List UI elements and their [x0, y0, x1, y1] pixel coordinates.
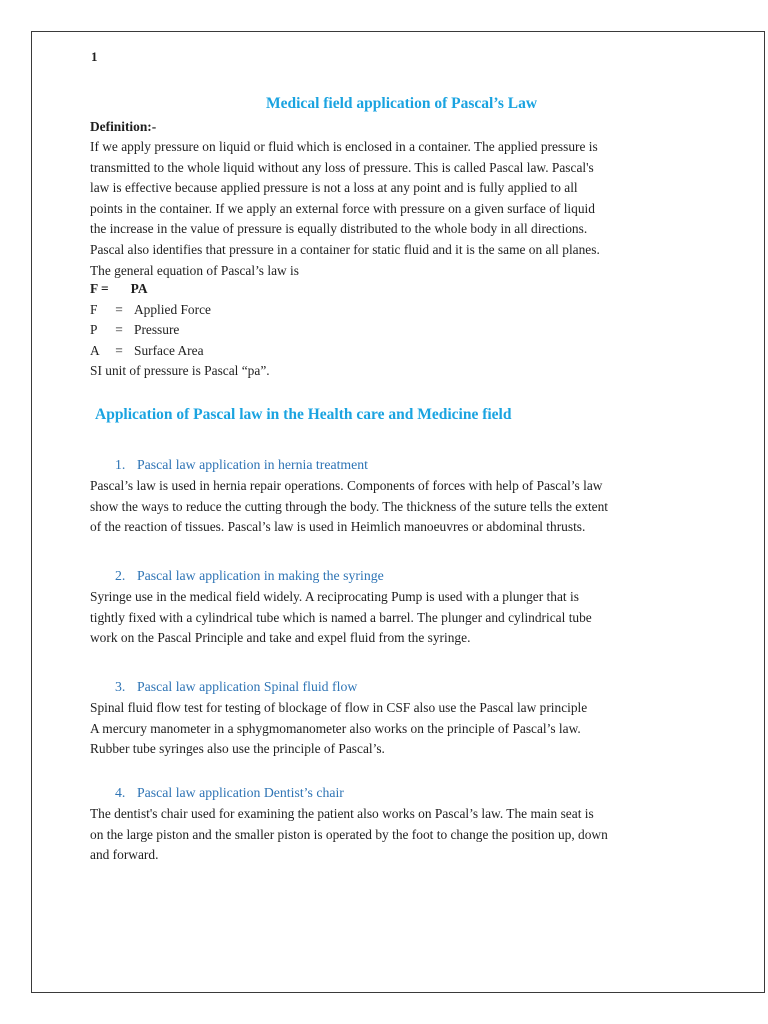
section-title: Application of Pascal law in the Health care and Medicine field: [95, 406, 512, 423]
body-line: Pascal’s law is used in hernia repair operations. Components of forces with help of Pascal’s law: [90, 478, 603, 493]
equation-rhs: PA: [130, 281, 148, 296]
application-body-spinal: [90, 698, 587, 760]
body-line: The dentist's chair used for examining the patient also works on Pascal’s law. The main seat is: [90, 806, 594, 821]
application-heading-dentist: [115, 785, 344, 801]
definition-line: If we apply pressure on liquid or fluid which is enclosed in a container. The applied pressure is: [90, 139, 598, 154]
application-heading-text: Pascal law application Dentist’s chair: [137, 785, 344, 800]
definition-line: transmitted to the whole liquid without any loss of pressure. This is called Pascal law. Pascal's: [90, 159, 594, 175]
body-line: show the ways to reduce the cutting through the body. The thickness of the suture tells the extent: [90, 498, 609, 514]
application-heading-syringe: [115, 568, 384, 584]
variable-symbol: A: [90, 343, 100, 358]
body-line: Rubber tube syringes also use the principle of Pascal’s.: [90, 741, 385, 757]
variable-row-area: [90, 343, 204, 359]
application-heading-text: Pascal law application Spinal fluid flow: [137, 679, 358, 694]
body-line: Syringe use in the medical field widely. A reciprocating Pump is used with a plunger that is: [90, 589, 579, 604]
variable-symbol: F: [90, 302, 98, 317]
body-line: on the large piston and the smaller piston is operated by the foot to change the position up, down: [90, 826, 608, 842]
application-body-hernia: [90, 476, 608, 538]
si-unit-note: SI unit of pressure is Pascal “pa”.: [90, 363, 270, 378]
definition-line: law is effective because applied pressure is not a loss at any point and is fully applied to all: [90, 180, 578, 196]
body-line: of the reaction of tissues. Pascal’s law is used in Heimlich manoeuvres or abdominal thrusts.: [90, 519, 586, 535]
variable-equals: =: [115, 343, 123, 358]
document-page: [31, 31, 765, 993]
body-line: work on the Pascal Principle and take and expel fluid from the syringe.: [90, 630, 471, 646]
pascal-equation: [90, 281, 148, 297]
equation-lhs: F =: [90, 281, 109, 296]
variable-equals: =: [115, 322, 123, 337]
application-heading-hernia: [115, 457, 368, 473]
body-line: Spinal fluid flow test for testing of blockage of flow in CSF also use the Pascal law principle: [90, 700, 588, 715]
application-body-dentist: [90, 804, 608, 866]
variable-meaning: Pressure: [134, 322, 180, 337]
list-number: 1.: [115, 457, 126, 472]
application-heading-text: Pascal law application in making the syringe: [137, 568, 384, 583]
application-body-syringe: [90, 587, 592, 649]
body-line: and forward.: [90, 847, 159, 863]
variable-row-force: [90, 302, 211, 318]
document-title: Medical field application of Pascal’s Law: [266, 95, 538, 112]
variable-meaning: Surface Area: [134, 343, 204, 358]
list-number: 3.: [115, 679, 126, 694]
definition-line: the increase in the value of pressure is equally distributed to the whole body in all directions.: [90, 221, 588, 237]
variable-row-pressure: [90, 322, 179, 338]
definition-label: Definition:-: [90, 119, 157, 134]
list-number: 2.: [115, 568, 126, 583]
definition-paragraph: [90, 137, 600, 281]
body-line: tightly fixed with a cylindrical tube which is named a barrel. The plunger and cylindrical tube: [90, 609, 592, 625]
application-heading-spinal: [115, 679, 357, 695]
body-line: A mercury manometer in a sphygmomanometer also works on the principle of Pascal’s law.: [90, 720, 581, 736]
application-heading-text: Pascal law application in hernia treatment: [137, 457, 369, 472]
variable-symbol: P: [90, 322, 98, 337]
variable-meaning: Applied Force: [134, 302, 211, 317]
list-number: 4.: [115, 785, 126, 800]
page-number: 1: [91, 49, 98, 64]
variable-equals: =: [115, 302, 123, 317]
definition-line: Pascal also identifies that pressure in a container for static fluid and it is the same on all planes.: [90, 241, 600, 257]
definition-line: points in the container. If we apply an external force with pressure on a given surface of liquid: [90, 200, 595, 216]
definition-line: The general equation of Pascal’s law is: [90, 262, 299, 278]
